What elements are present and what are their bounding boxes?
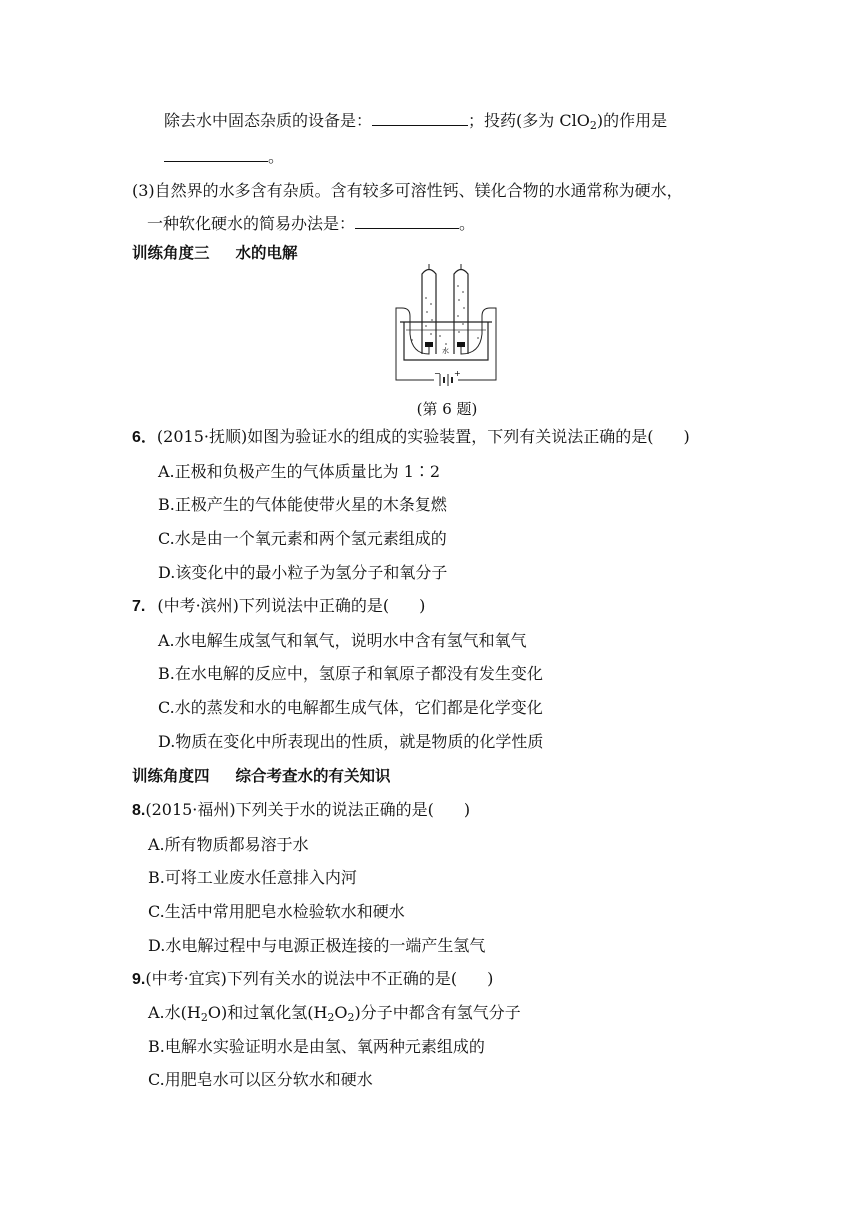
section-title: 训练角度三 xyxy=(132,244,210,262)
q9-a-part: A.水(H xyxy=(148,1003,201,1022)
q6-source: (2015·抚顺) xyxy=(156,427,248,446)
answer-blank-soften-method[interactable] xyxy=(355,214,459,229)
q7-close: ) xyxy=(419,596,426,615)
q9-a-sub: 2 xyxy=(327,1011,335,1024)
q9-a-sub: 2 xyxy=(200,1011,208,1024)
q9-stem-text: 下列有关水的说法中不正确的是( xyxy=(226,969,458,988)
section-heading-4 xyxy=(132,765,391,787)
q6-close: ) xyxy=(683,427,690,446)
q5-line1-sep: ；投药(多为 ClO xyxy=(468,111,590,130)
q8-option-d: D.水电解过程中与电源正极连接的一端产生氢气 xyxy=(148,936,486,955)
q5-3-prefix: 一种软化硬水的简易办法是： xyxy=(147,214,356,233)
q5-line1-prefix: 除去水中固态杂质的设备是： xyxy=(164,111,373,130)
q6-number: 6． xyxy=(132,429,157,446)
section-title: 训练角度四 xyxy=(132,767,210,785)
q8-option-a: A.所有物质都易溶于水 xyxy=(148,835,309,854)
q9-a-part: O)和过氧化氢(H xyxy=(207,1003,328,1022)
q8-number: 8. xyxy=(132,802,146,819)
q9-a-part: O xyxy=(334,1003,348,1022)
electrolysis-apparatus-figure xyxy=(392,264,500,390)
q9-a-sub: 2 xyxy=(347,1011,355,1024)
q9-source: (中考·宜宾) xyxy=(145,969,227,988)
q7-option-c: C.水的蒸发和水的电解都生成气体，它们都是化学变化 xyxy=(158,698,543,717)
q5-sub-2: 2 xyxy=(589,119,597,132)
q9-stem xyxy=(132,968,493,991)
q9-option-a xyxy=(148,1002,521,1024)
q6-option-d: D.该变化中的最小粒子为氢分子和氧分子 xyxy=(158,563,448,582)
q8-option-c: C.生活中常用肥皂水检验软水和硬水 xyxy=(148,902,405,921)
q7-number: 7. xyxy=(132,598,146,615)
q9-option-c: C.用肥皂水可以区分软水和硬水 xyxy=(148,1070,373,1089)
answer-blank-equipment[interactable] xyxy=(372,111,468,126)
section-subtitle: 水的电解 xyxy=(235,244,298,262)
q8-source: (2015·福州) xyxy=(145,800,236,819)
q5-line1 xyxy=(164,110,667,132)
q7-stem-text: 下列说法中正确的是( xyxy=(238,596,390,615)
answer-blank-chemical-role[interactable] xyxy=(164,147,268,162)
water-label: 水 xyxy=(442,347,449,355)
q9-a-part: )分子中都含有氢气分子 xyxy=(354,1003,521,1022)
q7-option-d: D.物质在变化中所表现出的性质，就是物质的化学性质 xyxy=(158,732,544,751)
q5-3-line2 xyxy=(147,213,475,235)
q7-stem xyxy=(132,595,425,618)
section-subtitle: 综合考查水的有关知识 xyxy=(235,767,391,785)
q9-option-b: B.电解水实验证明水是由氢、氧两种元素组成的 xyxy=(148,1037,485,1056)
plus-label: + xyxy=(454,369,461,378)
q5-line2 xyxy=(164,146,284,168)
q7-option-b: B.在水电解的反应中，氢原子和氧原子都没有发生变化 xyxy=(158,664,543,683)
figure-caption: (第 6 题) xyxy=(416,400,478,418)
q9-close: ) xyxy=(487,969,494,988)
q6-stem-text: 如图为验证水的组成的实验装置，下列有关说法正确的是( xyxy=(247,427,654,446)
q8-close: ) xyxy=(463,800,471,819)
q5-3-line1 xyxy=(132,180,683,202)
q6-option-c: C.水是由一个氧元素和两个氢元素组成的 xyxy=(158,529,447,548)
q5-3-end: 。 xyxy=(459,214,476,233)
q8-option-b: B.可将工业废水任意排入内河 xyxy=(148,868,357,887)
minus-label: − xyxy=(434,369,441,378)
q5-line1-suffix: )的作用是 xyxy=(596,111,668,130)
q6-stem xyxy=(132,426,690,449)
q9-number: 9. xyxy=(132,971,146,988)
q6-option-a: A.正极和负极产生的气体质量比为 1∶2 xyxy=(158,462,441,481)
q6-option-b: B.正极产生的气体能使带火星的木条复燃 xyxy=(158,495,447,514)
q8-stem-text: 下列关于水的说法正确的是( xyxy=(235,800,434,819)
q8-stem xyxy=(132,799,470,822)
section-heading-3 xyxy=(132,242,298,264)
q7-option-a: A.水电解生成氢气和氧气，说明水中含有氢气和氧气 xyxy=(158,631,527,650)
q7-source: (中考·滨州) xyxy=(157,596,239,615)
q5-line2-end: 。 xyxy=(268,147,285,166)
q5-3-text: (3)自然界的水多含有杂质。含有较多可溶性钙、镁化合物的水通常称为硬水， xyxy=(132,181,683,200)
